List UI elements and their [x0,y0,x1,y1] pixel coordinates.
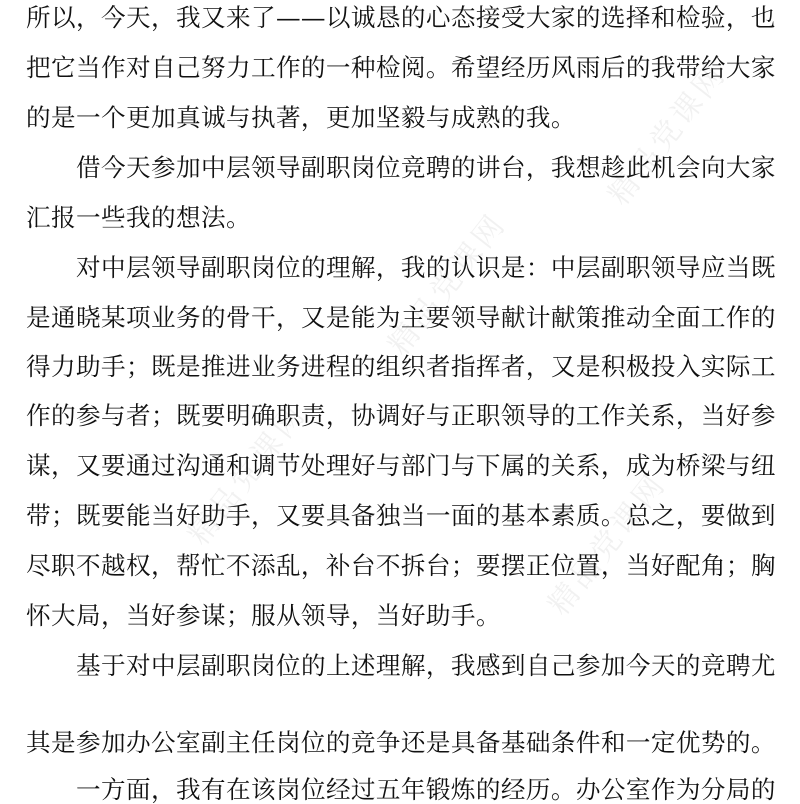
watermark: 精品党课网 [181,396,314,552]
paragraph-line: 对中层领导副职岗位的理解，我的认识是：中层副职领导应当既 [76,253,776,282]
paragraph-line: 是通晓某项业务的骨干，又是能为主要领导献计献策推动全面工作的 [26,303,776,332]
paragraph-line: 谋，又要通过沟通和调节处理好与部门与下属的关系，成为桥梁与纽 [26,451,776,480]
paragraph-line: 怀大局，当好参谋；服从领导，当好助手。 [26,601,501,630]
watermark: 精品党课网 [381,206,514,362]
watermark: 精品党课网 [541,466,674,622]
paragraph-line: 尽职不越权，帮忙不添乱，补台不拆台；要摆正位置，当好配角；胸 [26,551,776,580]
paragraph-line: 作的参与者；既要明确职责，协调好与正职领导的工作关系，当好参 [26,401,776,430]
paragraph-line: 基于对中层副职岗位的上述理解，我感到自己参加今天的竞聘尤 [76,651,776,680]
paragraph-line: 所以，今天，我又来了——以诚恳的心态接受大家的选择和检验，也 [26,3,776,32]
paragraph-line: 汇报一些我的想法。 [26,203,251,232]
paragraph-line: 其是参加办公室副主任岗位的竞争还是具备基础条件和一定优势的。 [26,728,776,757]
paragraph-line: 得力助手；既是推进业务进程的组织者指挥者，又是积极投入实际工 [26,352,776,381]
paragraph-line: 借今天参加中层领导副职岗位竞聘的讲台，我想趁此机会向大家 [76,153,776,182]
paragraph-line: 带；既要能当好助手，又要具备独当一面的基本素质。总之，要做到 [26,501,776,530]
paragraph-line: 把它当作对自己努力工作的一种检阅。希望经历风雨后的我带给大家 [26,53,776,82]
paragraph-line: 一方面，我有在该岗位经过五年锻炼的经历。办公室作为分局的 [76,775,776,804]
paragraph-line: 的是一个更加真诚与执著，更加坚毅与成熟的我。 [26,103,576,132]
watermark: 精品党课网 [601,56,734,212]
